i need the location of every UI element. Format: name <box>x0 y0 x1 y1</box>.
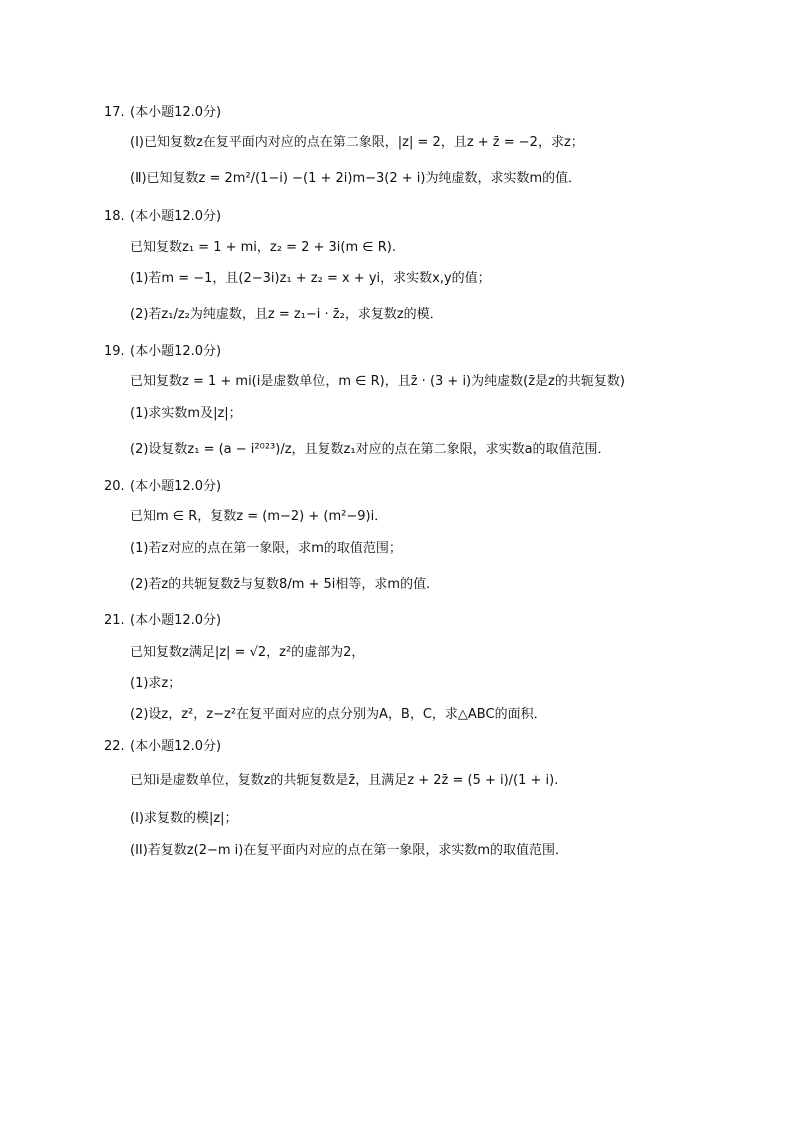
problem-22-header <box>104 738 221 756</box>
problem-22-part-1: (I)求复数的模|z|； <box>130 811 238 826</box>
problem-number: 19. <box>104 344 125 359</box>
problem-22-stem: 已知i是虚数单位，复数z的共轭复数是z̄，且满足z + 2z̄ = (5 + i)/(1 + i). <box>130 773 559 788</box>
problem-21-part-2: (2)设z，z²，z−z²在复平面对应的点分别为A，B，C，求△ABC的面积． <box>130 707 547 722</box>
problem-number: 22. <box>104 739 125 754</box>
problem-18-part-1: (1)若m = −1，且(2−3i)z₁ + z₂ = x + yi，求实数x,y的值； <box>130 271 491 286</box>
problem-18-header <box>104 208 221 226</box>
problem-21-header <box>104 612 221 630</box>
problem-20-header <box>104 478 221 496</box>
problem-22-part-2: (II)若复数z(2−m i)在复平面内对应的点在第一象限，求实数m的取值范围． <box>130 843 569 858</box>
problem-20-part-1: (1)若z对应的点在第一象限，求m的取值范围； <box>130 541 402 556</box>
problem-19-part-2: (2)设复数z₁ = (a − i²⁰²³)/z，且复数z₁对应的点在第二象限，求实数a的取值范围． <box>130 442 611 457</box>
problem-number: 18. <box>104 209 125 224</box>
problem-21-part-1: (1)求z； <box>130 676 182 691</box>
problem-19-part-1: (1)求实数m及|z|； <box>130 406 242 421</box>
problem-score: (本小题12.0分) <box>130 344 222 359</box>
problem-17-part-2: (Ⅱ)已知复数z = 2m²/(1−i) −(1 + 2i)m−3(2 + i)为纯虚数，求实数m的值． <box>130 171 582 186</box>
problem-score: (本小题12.0分) <box>130 479 222 494</box>
problem-score: (本小题12.0分) <box>130 739 222 754</box>
problem-21-stem: 已知复数z满足|z| = √2，z²的虚部为2， <box>130 645 365 660</box>
problem-number: 20. <box>104 479 125 494</box>
problem-17-part-1: (Ⅰ)已知复数z在复平面内对应的点在第二象限，|z| = 2，且z + z̄ = −2，求z； <box>130 135 584 150</box>
problem-19-stem: 已知复数z = 1 + mi(i是虚数单位，m ∈ R)，且z̄ · (3 + i)为纯虚数(z̄是z的共轭复数) <box>130 374 625 389</box>
problem-number: 21. <box>104 613 125 628</box>
problem-17-header <box>104 104 221 122</box>
problem-score: (本小题12.0分) <box>130 105 222 120</box>
problem-18-part-2: (2)若z₁/z₂为纯虚数，且z = z₁−i · z̄₂，求复数z的模． <box>130 307 443 322</box>
problem-20-stem: 已知m ∈ R，复数z = (m−2) + (m²−9)i． <box>130 509 388 524</box>
problem-score: (本小题12.0分) <box>130 209 222 224</box>
problem-20-part-2: (2)若z的共轭复数z̄与复数8/m + 5i相等，求m的值. <box>130 577 431 592</box>
problem-18-stem: 已知复数z₁ = 1 + mi，z₂ = 2 + 3i(m ∈ R). <box>130 240 396 255</box>
problem-score: (本小题12.0分) <box>130 613 222 628</box>
problem-number: 17. <box>104 105 125 120</box>
problem-19-header <box>104 343 221 361</box>
